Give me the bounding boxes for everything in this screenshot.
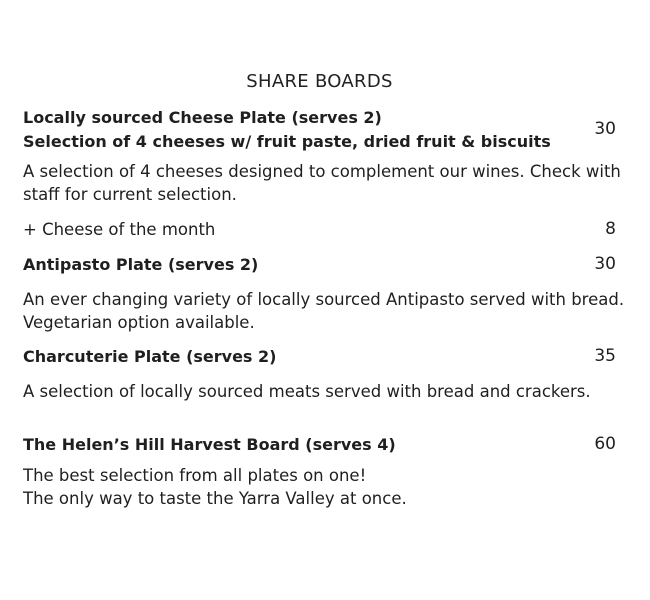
antipasto-plate-name: Antipasto Plate (serves 2) <box>23 255 259 274</box>
harvest-description-1: The best selection from all plates on one! <box>23 466 367 485</box>
charcuterie-description: A selection of locally sourced meats served with bread and crackers. <box>23 382 591 401</box>
charcuterie-plate-price: 35 <box>594 346 616 366</box>
cheese-addon-price: 8 <box>605 219 616 239</box>
charcuterie-plate-name: Charcuterie Plate (serves 2) <box>23 347 277 366</box>
share-boards-menu <box>23 0 625 600</box>
cheese-addon-name: + Cheese of the month <box>23 220 216 239</box>
harvest-board-price: 60 <box>594 434 616 454</box>
cheese-plate-subtitle: Selection of 4 cheeses w/ fruit paste, dried fruit & biscuits <box>23 132 551 151</box>
cheese-plate-description-1: A selection of 4 cheeses designed to complement our wines. Check with <box>23 162 621 181</box>
antipasto-plate-price: 30 <box>594 254 616 274</box>
antipasto-description-2: Vegetarian option available. <box>23 313 255 332</box>
antipasto-description-1: An ever changing variety of locally sourced Antipasto served with bread. <box>23 290 625 309</box>
cheese-plate-name: Locally sourced Cheese Plate (serves 2) <box>23 108 382 127</box>
harvest-description-2: The only way to taste the Yarra Valley at once. <box>23 489 407 508</box>
cheese-plate-price: 30 <box>594 119 616 139</box>
section-title: SHARE BOARDS <box>246 71 393 92</box>
cheese-plate-description-2: staff for current selection. <box>23 185 237 204</box>
harvest-board-name: The Helen’s Hill Harvest Board (serves 4) <box>23 435 396 454</box>
